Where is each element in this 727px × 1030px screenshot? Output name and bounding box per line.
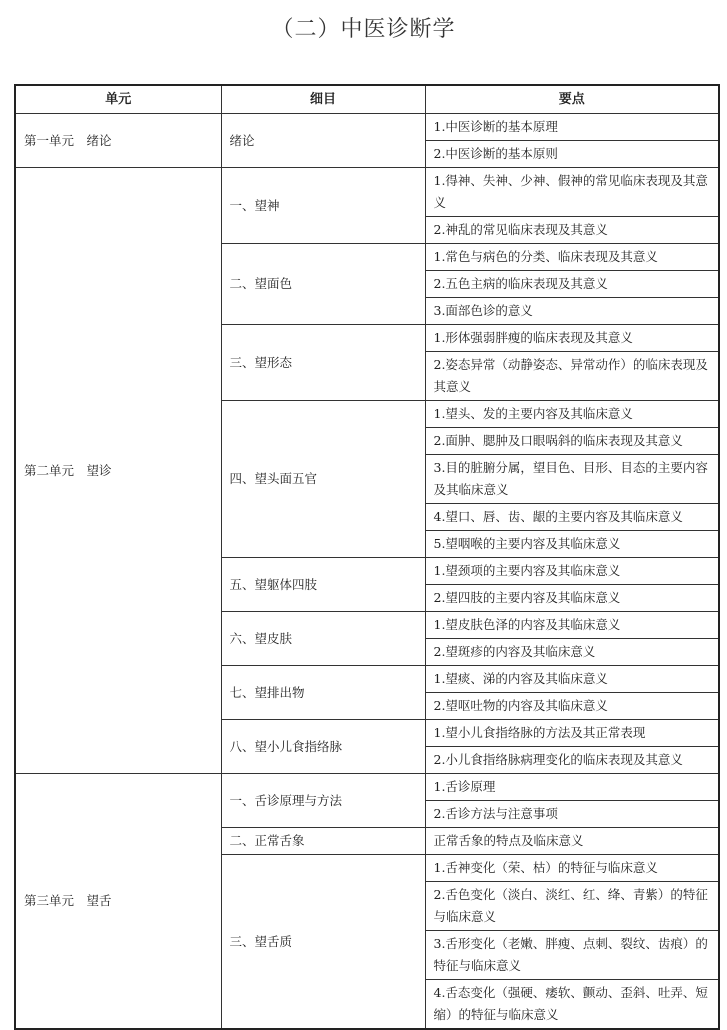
unit-cell: 第二单元 望诊 <box>15 168 221 774</box>
item-cell: 绪论 <box>221 114 425 168</box>
point-cell: 2.五色主病的临床表现及其意义 <box>425 271 719 298</box>
header-points: 要点 <box>425 85 719 114</box>
point-cell: 3.目的脏腑分属，望目色、目形、目态的主要内容及其临床意义 <box>425 455 719 504</box>
header-unit: 单元 <box>15 85 221 114</box>
point-cell: 3.面部色诊的意义 <box>425 298 719 325</box>
table-body <box>15 114 719 1030</box>
point-cell: 2.中医诊断的基本原则 <box>425 141 719 168</box>
point-cell: 3.舌形变化（老嫩、胖瘦、点刺、裂纹、齿痕）的特征与临床意义 <box>425 931 719 980</box>
unit-cell: 第一单元 绪论 <box>15 114 221 168</box>
item-cell: 七、望排出物 <box>221 666 425 720</box>
table-row <box>15 774 719 801</box>
item-cell: 四、望头面五官 <box>221 401 425 558</box>
header-item: 细目 <box>221 85 425 114</box>
point-cell: 2.神乱的常见临床表现及其意义 <box>425 217 719 244</box>
point-cell: 1.望痰、涕的内容及其临床意义 <box>425 666 719 693</box>
point-cell: 2.望四肢的主要内容及其临床意义 <box>425 585 719 612</box>
point-cell: 2.望呕吐物的内容及其临床意义 <box>425 693 719 720</box>
point-cell: 2.舌诊方法与注意事项 <box>425 801 719 828</box>
point-cell: 1.望头、发的主要内容及其临床意义 <box>425 401 719 428</box>
unit-cell: 第三单元 望舌 <box>15 774 221 1030</box>
point-cell: 1.形体强弱胖瘦的临床表现及其意义 <box>425 325 719 352</box>
table-row <box>15 168 719 217</box>
item-cell: 二、正常舌象 <box>221 828 425 855</box>
item-cell: 六、望皮肤 <box>221 612 425 666</box>
header-row <box>15 85 719 114</box>
item-cell: 一、舌诊原理与方法 <box>221 774 425 828</box>
point-cell: 2.舌色变化（淡白、淡红、红、绛、青紫）的特征与临床意义 <box>425 882 719 931</box>
item-cell: 三、望舌质 <box>221 855 425 1030</box>
item-cell: 五、望躯体四肢 <box>221 558 425 612</box>
point-cell: 5.望咽喉的主要内容及其临床意义 <box>425 531 719 558</box>
point-cell: 1.望小儿食指络脉的方法及其正常表现 <box>425 720 719 747</box>
point-cell: 2.姿态异常（动静姿态、异常动作）的临床表现及其意义 <box>425 352 719 401</box>
syllabus-table <box>14 84 720 1030</box>
point-cell: 1.中医诊断的基本原理 <box>425 114 719 141</box>
point-cell: 1.得神、失神、少神、假神的常见临床表现及其意义 <box>425 168 719 217</box>
item-cell: 八、望小儿食指络脉 <box>221 720 425 774</box>
point-cell: 1.望皮肤色泽的内容及其临床意义 <box>425 612 719 639</box>
point-cell: 4.望口、唇、齿、龈的主要内容及其临床意义 <box>425 504 719 531</box>
table-row <box>15 114 719 141</box>
point-cell: 1.常色与病色的分类、临床表现及其意义 <box>425 244 719 271</box>
point-cell: 2.面肿、腮肿及口眼㖞斜的临床表现及其意义 <box>425 428 719 455</box>
item-cell: 三、望形态 <box>221 325 425 401</box>
point-cell: 2.小儿食指络脉病理变化的临床表现及其意义 <box>425 747 719 774</box>
item-cell: 二、望面色 <box>221 244 425 325</box>
point-cell: 4.舌态变化（强硬、痿软、颤动、歪斜、吐弄、短缩）的特征与临床意义 <box>425 980 719 1030</box>
point-cell: 1.舌诊原理 <box>425 774 719 801</box>
point-cell: 1.望颈项的主要内容及其临床意义 <box>425 558 719 585</box>
point-cell: 正常舌象的特点及临床意义 <box>425 828 719 855</box>
point-cell: 2.望斑疹的内容及其临床意义 <box>425 639 719 666</box>
point-cell: 1.舌神变化（荣、枯）的特征与临床意义 <box>425 855 719 882</box>
item-cell: 一、望神 <box>221 168 425 244</box>
page-title: （二）中医诊断学 <box>271 17 456 42</box>
